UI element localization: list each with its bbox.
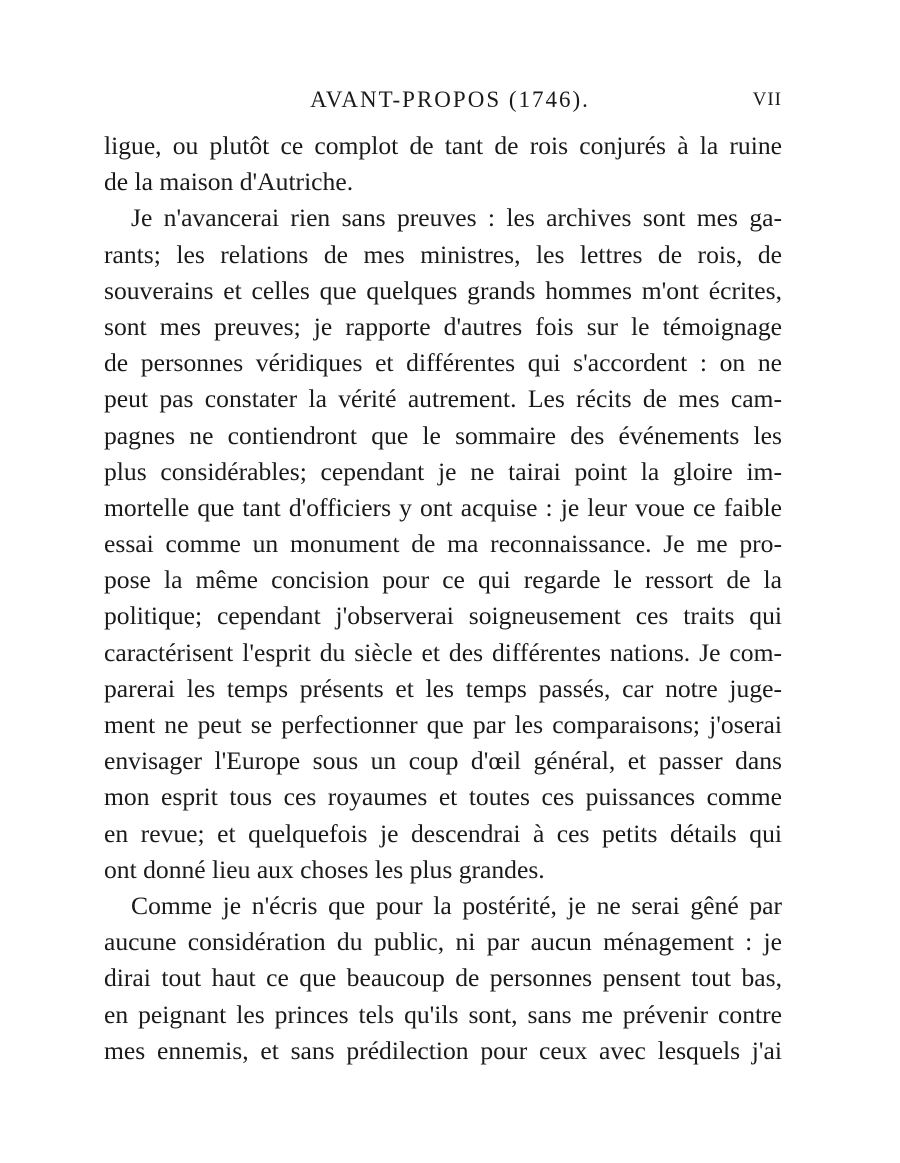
text-line: rants; les relations de mes ministres, les lettres de rois, de bbox=[104, 239, 782, 269]
text-line: essai comme un monument de ma reconnaissance. Je me pro- bbox=[104, 529, 782, 559]
text-line: plus considérables; cependant je ne tairai point la gloire im- bbox=[104, 456, 782, 486]
page-number: VII bbox=[752, 89, 782, 110]
text-line: caractérisent l'esprit du siècle et des différentes nations. Je com- bbox=[104, 637, 782, 667]
text-line: sont mes preuves; je rapporte d'autres fois sur le témoignage bbox=[104, 311, 782, 341]
text-line: Comme je n'écris que pour la postérité, je ne serai gêné par bbox=[131, 890, 782, 920]
text-line: parerai les temps présents et les temps passés, car notre juge- bbox=[104, 673, 782, 703]
text-line: ont donné lieu aux choses les plus grandes. bbox=[104, 854, 545, 884]
text-line: peut pas constater la vérité autrement. Les récits de mes cam- bbox=[104, 384, 782, 414]
text-line: en peignant les princes tels qu'ils sont, sans me prévenir contre bbox=[104, 999, 782, 1029]
text-line: pagnes ne contiendront que le sommaire des événements les bbox=[104, 420, 782, 450]
text-line: ment ne peut se perfectionner que par les comparaisons; j'oserai bbox=[104, 710, 782, 739]
text-line: mes ennemis, et sans prédilection pour ceux avec lesquels j'ai bbox=[104, 1035, 782, 1065]
running-title: AVANT-PROPOS (1746). bbox=[310, 87, 590, 112]
text-line: mortelle que tant d'officiers y ont acquise : je leur voue ce faible bbox=[104, 492, 782, 522]
text-line: pose la même concision pour ce qui regarde le ressort de la bbox=[104, 565, 782, 595]
text-line: politique; cependant j'observerai soigneusement ces traits qui bbox=[104, 601, 782, 631]
text-line: dirai tout haut ce que beaucoup de personnes pensent tout bas, bbox=[104, 963, 782, 993]
text-line: en revue; et quelquefois je descendrai à ces petits détails qui bbox=[104, 818, 782, 848]
text-line: aucune considération du public, ni par aucun ménagement : je bbox=[104, 927, 782, 957]
text-line: envisager l'Europe sous un coup d'œil général, et passer dans bbox=[104, 746, 782, 776]
running-header bbox=[0, 84, 900, 116]
text-line: ligue, ou plutôt ce complot de tant de rois conjurés à la ruine bbox=[104, 131, 782, 160]
text-line: mon esprit tous ces royaumes et toutes ces puissances comme bbox=[104, 782, 782, 812]
body-text bbox=[104, 128, 782, 1069]
text-line: de la maison d'Autriche. bbox=[104, 167, 354, 197]
text-line: Je n'avancerai rien sans preuves : les archives sont mes ga- bbox=[131, 203, 782, 233]
text-line: souverains et celles que quelques grands hommes m'ont écrites, bbox=[104, 275, 782, 305]
text-line: de personnes véridiques et différentes qui s'accordent : on ne bbox=[104, 348, 782, 378]
